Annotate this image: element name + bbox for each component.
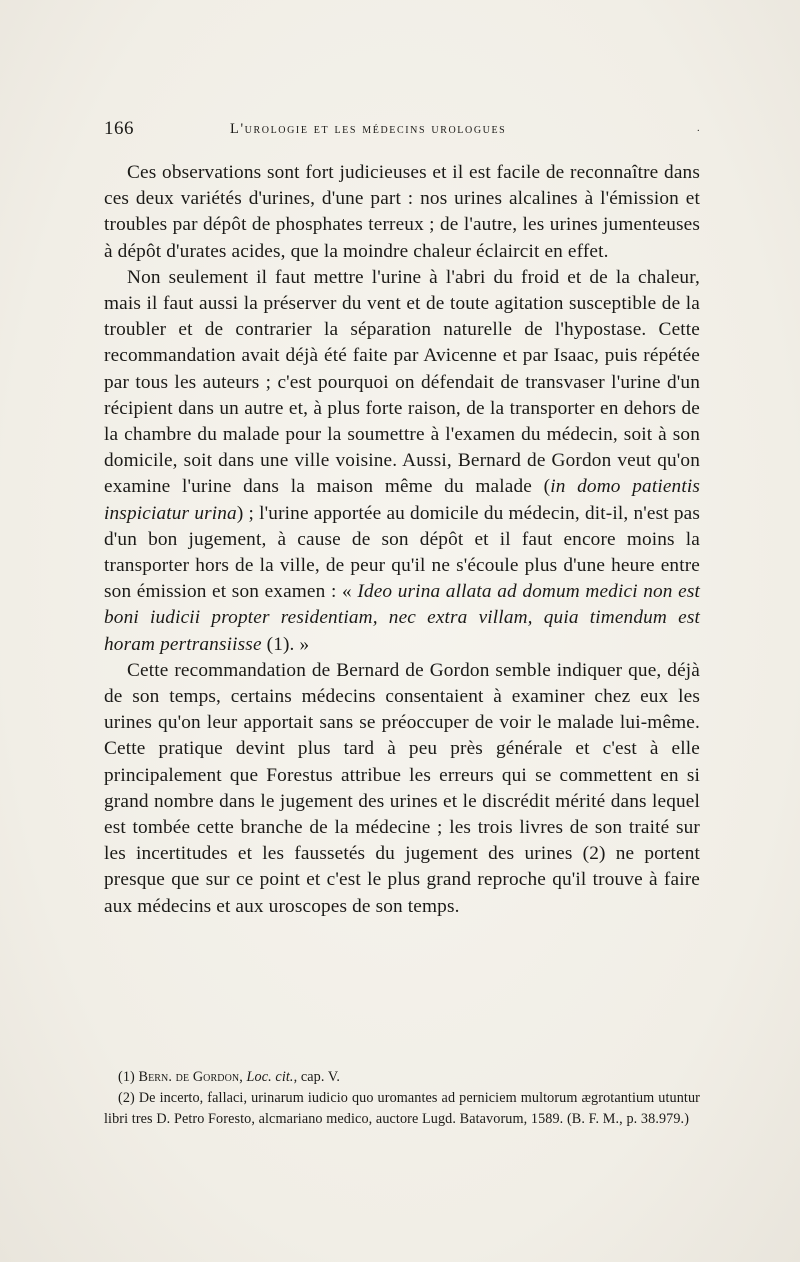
footnote-1 <box>104 1067 700 1088</box>
footnote-2: (2) De incerto, fallaci, urinarum iudicio quo uromantes ad perniciem multorum ægrotantium utuntur libri tres D. Petro Foresto, alcmariano medico, auctore Lugd. Batavorum, 1589. (B. F. M., p. 38.979.) <box>104 1090 700 1127</box>
latin-quote-1: in domo patientis inspiciatur urina <box>104 476 700 524</box>
latin-quote-2: Ideo urina allata ad domum medici non est boni iudicii propter residentiam, nec extra villam, quia timendum est horam pertransiisse <box>104 581 701 655</box>
footnote-1-sep: , <box>239 1069 247 1085</box>
body-text <box>104 160 700 920</box>
paragraph-2-part-b: ) ; l'urine apportée au domicile du médecin, dit-il, n'est pas d'un bon jugement, à cause de son dépôt et il faut encore moins la transporter hors de la ville, de peur qu'il ne s'écoule plus d'une heure entre son émission et son examen : « <box>104 502 700 603</box>
paragraph-2-part-a: Non seulement il faut mettre l'urine à l'abri du froid et de la chaleur, mais il faut aussi la préserver du vent et de toute agitation susceptible de la troubler et de contrarier la séparation naturelle de l'hypostase. Cette recommandation avait déjà été faite par Avicenne et par Isaac, puis répétée par tous les auteurs ; c'est pourquoi on défendait de transvaser l'urine d'un récipient dans un autre et, à plus forte raison, de la transporter en dehors de la chambre du malade pour la soumettre à l'examen du médecin, soit à son domicile, soit dans une ville voisine. Aussi, Bernard de Gordon veut qu'on examine l'urine dans la maison même du malade ( <box>104 266 700 498</box>
paragraph-2 <box>104 265 700 658</box>
header-dot: · <box>696 126 700 137</box>
page-number: 166 <box>104 118 134 139</box>
paragraph-1: Ces observations sont fort judicieuses et il est facile de reconnaître dans ces deux variétés d'urines, d'une part : nos urines alcalines à l'émission et troubles par dépôt de phosphates terreux ; de l'autre, les urines jumenteuses à dépôt d'urates acides, que la moindre chaleur éclaircit en effet. <box>104 162 700 262</box>
footnote-1-loc: Loc. cit. <box>246 1069 294 1085</box>
footnote-1-rest: , cap. V. <box>293 1069 341 1085</box>
paragraph-3: Cette recommandation de Bernard de Gordon semble indiquer que, déjà de son temps, certains médecins consentaient à examiner chez eux les urines qu'on leur apportait sans se préoccuper de voir le malade lui-même. Cette pratique devint plus tard à peu près générale et c'est à elle principalement que Forestus attribue les erreurs qui se commettent en si grand nombre dans le jugement des urines et le discrédit mérité dans lequel est tombée cette branche de la médecine ; les trois livres de son traité sur les incertitudes et les faussetés du jugement des urines (2) ne portent presque que sur ce point et c'est le plus grand reproche qu'il trouve à faire aux médecins et aux uroscopes de son temps. <box>104 659 700 917</box>
paragraph-2-part-c: (1). » <box>261 633 310 655</box>
page-header <box>104 118 700 144</box>
footnotes <box>104 1067 700 1130</box>
footnote-1-author: Bern. de Gordon <box>138 1069 240 1085</box>
running-title: l'urologie et les médecins urologues <box>230 121 507 137</box>
footnote-1-mark: (1) <box>118 1069 139 1085</box>
